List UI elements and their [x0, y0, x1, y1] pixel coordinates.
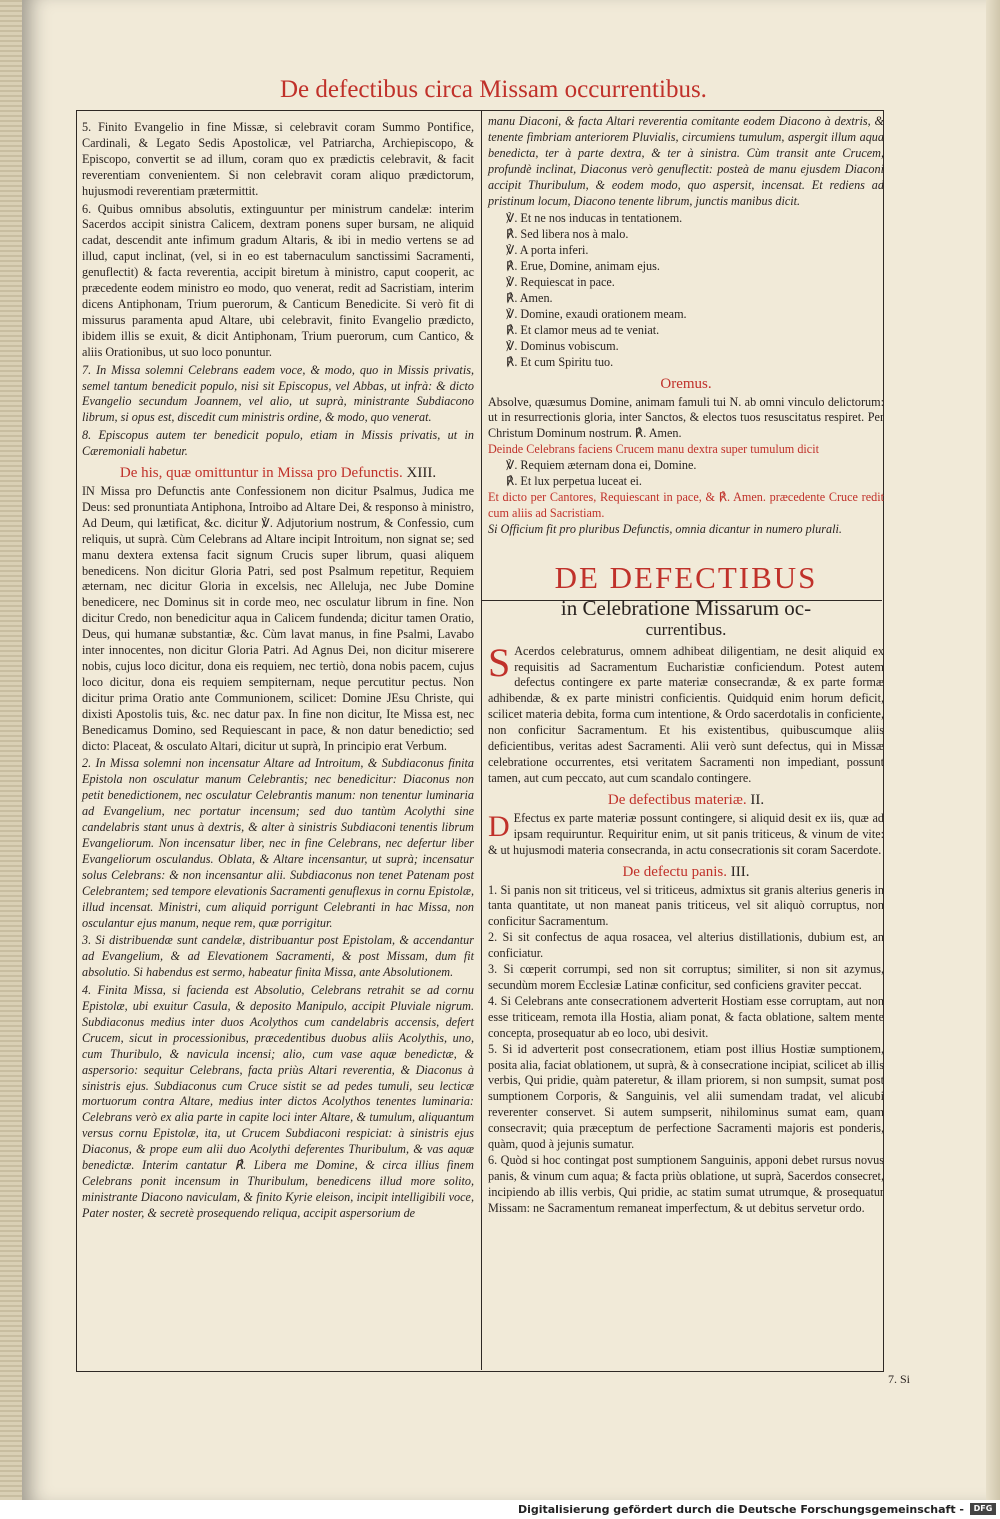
heading-materiae [488, 791, 884, 809]
section-subtitle: in Celebratione Missarum oc- [560, 595, 812, 620]
page-title: De defectibus circa Missam occurrentibus. [280, 76, 707, 103]
paragraph-panis-1: 1. Si panis non sit triticeus, vel si triticeus, admixtus sit granis alterius generis in tanta quantitate, ut non maneat panis triticeus, vel sit aliquò corruptus, non conficitur Sacramentum. [488, 882, 884, 929]
paragraph-q4: 4. Finita Missa, si facienda est Absolutio, Celebrans retrahit se ad cornu Epistolæ, ubi exuitur Casula, & deposito Manipulo, accipit Pluviale nigrum. Subdiaconus medius inter duos Acolythos cum candelabris accensis, defert Crucem, sicut in processionibus, præcedentibus duobus aliis Acolythis, uno, cum Thuribulo, & navicula incensi; alio, cum vase aquæ benedictæ, & aspersorio: sequitur Celebrans, facta priùs Altari reverentia, & Diaconus à sinistris ejus. Subdiaconus cum Cruce sistit se ad pedes tumuli, seu lecticæ mortuorum contra Altare, medius inter dictos Acolythos tenentes luminaria: Celebrans verò ex alia parte in capite loci inter Altare, & tumulum, aliquantum versus cornu Epistolæ, ita, ut Crucem Subdiaconi respiciat: à sinistris ejus Diaconus, & prope eum alii duo Acolythi deferentes Thuribulum, & vas aquæ benedictæ. Interim cantatur ℟. Libera me Domine, & circa illius finem Celebrans ponit incensum in Thuribulum, benedicens illud more solito, ministrante Diacono naviculam, & finito Kyrie eleison, incipit intelligibili voce, Pater noster, & secretè prosequendo reliqua, accipit aspersorium de [82, 983, 474, 1220]
paragraph-6: 6. Quibus omnibus absolutis, extinguuntur per ministrum candelæ: interim Sacerdos accipit sinistra Calicem, dextram ponens super bursam, ne aliquid cadat, descendit ante infimum gradum Altaris, & ibi in medio vertens se ad illud, caput inclinat, (vel, si in eo est tabernaculum sanctissimi Sacramenti, genuflectit) & facta reverentia, accipit biretum à ministro, caput cooperit, ac præcedente eodem ministro eo modo, quo venerat, redit ad Sacristiam, interim dicens Antiphonam, Trium puerorum, & Canticum Benedicite. Si verò fit di missurus paramenta apud Altare, ubi celebravit, finito Evangelio prædicto, ibidem illis se exuit, & dicit Antiphonam, Trium puerorum, cum Cantico, & aliis Orationibus, ut suo loco ponuntur. [82, 201, 474, 359]
catchword: 7. Si [887, 1372, 910, 1386]
heading-text: De defectibus materiæ. [607, 791, 747, 808]
verses-list-2 [506, 458, 884, 490]
verse: ℣. Domine, exaudi orationem meam. [506, 306, 687, 321]
paragraph-intro [488, 639, 884, 787]
paragraph-7: 7. In Missa solemni Celebrans eadem voce, & modo, quo in Missis privatis, semel tantum benedicit populo, nisi sit Episcopus, vel Abbas, ut infrà: & dicto Evangelio secundum Joannem, vel alio, ut suprà, ministrante Subdiacono librum, si opus est, discedit cum ministris ordine, & modo, quo venerat. [82, 362, 474, 425]
heading-number: III. [730, 863, 750, 880]
drop-cap-s: S [488, 639, 511, 685]
verse: ℣. Dominus vobiscum. [506, 338, 619, 353]
heading-number: XIII. [406, 465, 437, 482]
paragraph-8: 8. Episcopus autem ter benedicit populo, etiam in Missis privatis, ut in Cæremoniali habetur. [82, 428, 474, 459]
heading-text: De his, quæ omittuntur in Missa pro Defunctis. [119, 465, 403, 482]
prayer-absolve: Absolve, quæsumus Domine, animam famuli tui N. ab omni vinculo delictorum: ut in resurrectionis gloria, inter Sanctos, & electos tuos resuscitatus respiret. Per Christum Dominum nostrum. ℟. Amen. [488, 394, 884, 441]
paragraph-panis-6: 6. Quòd si hoc contingat post sumptionem Sanguinis, apponi debet rursus novus panis, & vinum cum aqua; & facta priùs oblatione, ut suprà, Sacerdos consecret, incipiendo ab illis verbis, Qui pridie, ac statim sumat utrumque, & prosequatur Missam: ne Sacramentum remaneat imperfectum, & ut debitus servetur ordo. [488, 1152, 884, 1215]
paragraph-q1: IN Missa pro Defunctis ante Confessionem non dicitur Psalmus, Judica me Deus: sed pronuntiata Antiphona, Introibo ad Altare Dei, & responso à ministro, Ad Deum, qui lætificat, &c. dicitur ℣. Adjutorium nostrum, & Confessio, cum reliquis, ut suprà. Cùm Celebrans ad Altare incipit Introitum, non signat se; sed manu dextera extensa facit signum Crucis super librum, quasi aliquem benedicens. Non dicitur Gloria Patri, sed post Psalmum repetitur, Requiem æternam, nec dicitur Gloria in excelsis, nec Alleluja, nec Jube Domine benedicere, nec Dominus sit in corde meo, nec osculatur librum in fine. Non dicitur Credo, non benedicitur aqua in Calicem fundenda; dicitur tamen Oratio, Deus, qui humanæ substantiæ, &c. Cùm lavat manus, in fine Psalmi, Lavabo inter innocentes, non dicitur Gloria Patri. Ad Agnus Dei, non dicitur miserere nobis, cujus loco dicitur, dona eis requiem, nec tertiò, dona nobis pacem, cujus loco dicitur, dona eis requiem sempiternam, neque percutitur pectus. Non dicitur prima Oratio ante Communionem, scilicet: Domine JEsu Christe, qui dixisti Apostolis tuis, &c. nec datur pax. In fine non dicitur, Ite Missa est, nec Benedicamus Domino, sed Requiescant in pace, & non datur benedictio; sed dicto: Placeat, & osculato Altari, dicitur ut suprà, In principio erat Verbum. [82, 484, 474, 753]
left-page-edge [0, 0, 22, 1500]
verse: ℟. Sed libera nos à malo. [506, 227, 629, 242]
verse: ℣. Requiescat in pace. [506, 275, 615, 290]
oremus-heading: Oremus. [660, 375, 712, 392]
rubric-plural: Si Officium fit pro pluribus Defunctis, omnia dicantur in numero plurali. [488, 521, 842, 536]
paragraph-5: 5. Finito Evangelio in fine Missæ, si celebravit coram Summo Pontifice, Cardinali, & Legato Sedis Apostolicæ, vel Patriarcha, Archiepiscopo, & Episcopo, convertit se ad illum, coram quo ex prædictis celebravit, & facit reverentiam convenientem. Si non celebravit coram aliquo prædictorum, hujusmodi reverentiam prætermittit. [82, 120, 474, 198]
section-subtitle-2: currentibus. [645, 619, 727, 639]
verse: ℣. A porta inferi. [506, 243, 589, 258]
footer-bar [0, 1500, 1000, 1519]
heading-text: De defectu panis. [622, 863, 728, 880]
paragraph-q2: 2. In Missa solemni non incensatur Altare ad Introitum, & Subdiaconus finita Epistola non osculatur manum Celebrantis; nec benedicitur: Diaconus non petit benedictionem, nec osculatur Celebrantis manum: non tenentur luminaria ad Evangelium, nec portatur incensum; sed duo tantùm Acolythi sine candelabris stant unus à dextris, & alter à sinistris Subdiaconi tenentis librum Evangeliorum. Non incensatur liber, nec in fine Celebrans, nec defertur liber Evangeliorum osculandus. Oblata, & Altare incensantur, ut suprà; incensatur solus Celebrans: & non incensantur alii. Subdiaconus non tenet Patenam post Celebrantem; sed tempore elevationis Sacramenti genuflexus in cornu Epistolæ, illud incensat. Ministri, cum aliquid porrigunt Celebranti in hac Missa, non osculantur ejus manum, neque rem, quæ porrigitur. [82, 756, 474, 930]
verse: ℟. Et lux perpetua luceat ei. [506, 474, 642, 489]
verse: ℟. Et cum Spiritu tuo. [506, 354, 614, 369]
page-edge [986, 0, 1000, 1500]
paragraph-panis-3: 3. Si cœperit corrumpi, sed non sit corruptus; similiter, si non sit azymus, secundùm morem Ecclesiæ Latinæ conficitur, sed conficiens graviter peccat. [488, 962, 884, 992]
materiae-text: Efectus ex parte materiæ possunt contingere, si aliquid desit ex iis, quæ ad ipsam requiruntur. Requiritur enim, ut sit panis triticeus, & vinum de vite: & ut hujusmodi materia consecranda, in actu consecrationis sit coram Sacerdote. [488, 810, 884, 857]
verse: ℣. Requiem æternam dona ei, Domine. [506, 458, 697, 473]
section-big-title: DE DEFECTIBUS [554, 559, 818, 595]
heading-number: II. [750, 791, 765, 808]
dfg-logo: DFG [970, 1503, 996, 1515]
intro-text: Acerdos celebraturus, omnem adhibeat diligentiam, ne desit aliquid ex requisitis ad Sacramentum Eucharistiæ conficiendum. Potest autem defectus contingere ex parte materiæ consecrandæ, & ex parte formæ adhibendæ, & ex parte ministri conficientis. Quidquid enim horum deficit, scilicet materia debita, forma cum intentione, & Ordo sacerdotalis in conficiente, non conficitur Sacramentum. Et his existentibus, quibuscumque aliis deficientibus, veritas adest Sacramenti. Alii verò sunt defectus, qui in Missæ celebratione occurrentes, etsi veritatem Sacramenti non impediant, possunt tamen, aut cum peccato, aut cum scandalo contingere. [488, 643, 884, 785]
column-divider [481, 110, 482, 1370]
left-column [82, 120, 474, 1370]
verse: ℣. Et ne nos inducas in tentationem. [506, 211, 683, 226]
paragraph-top: manu Diaconi, & facta Altari reverentia comitante eodem Diacono à dextris, & tenente fimbriam anteriorem Pluvialis, circumiens tumulum, aspergit illum aqua benedicta, ter à parte dextra, & ter à sinistra. Cùm transit ante Crucem, profundè inclinat, Diaconus verò genuflectit: posteà de manu ejusdem Diaconi accipit Thuribulum, & eodem modo, quo aspersit, incensat. Et rediens ad pristinum locum, Diacono tenente librum, junctis manibus dicit. [488, 114, 884, 208]
paragraph-panis-2: 2. Si sit confectus de aqua rosacea, vel alterius distillationis, dubium est, an conficiatur. [488, 930, 884, 961]
right-column [488, 114, 884, 1374]
paragraph-panis-4: 4. Si Celebrans ante consecrationem adverterit Hostiam esse corruptam, aut non esse triticeam, remota illa Hostia, aliam ponat, & facta oblatione, saltem mente concepta, prosequatur ab eo loco, ubi desivit. [488, 993, 884, 1040]
verse: ℟. Et clamor meus ad te veniat. [506, 322, 660, 337]
section-heading-defunctis [82, 464, 474, 482]
paragraph-panis-5: 5. Si id adverterit post consecrationem, etiam post illius Hostiæ sumptionem, posita alia, faciat oblationem, ut suprà, & à consecratione incipiat, scilicet ab illis verbis, Qui pridie, quàm pateretur, & illam priorem, si non sumpsit, sumat post sumptionem Corporis, & Sanguinis, vel alii sumendam tradat, vel alicubi reverenter conservet. Si autem sumpserit, nihilominus sumat eam, quam consecravit; quia præceptum de perfectione Sacramenti majoris est ponderis, quàm, quod à jejunis sumatur. [488, 1041, 884, 1152]
drop-cap-d: D [488, 809, 510, 843]
paragraph-q3: 3. Si distribuendæ sunt candelæ, distribuantur post Epistolam, & accendantur ad Evangelium, & ad Elevationem Sacramenti, & post Missam, dum fit absolutio. Si habendus est sermo, habeatur finita Missa, ante Absolutionem. [82, 933, 474, 980]
heading-panis [488, 863, 884, 881]
rubric-dicto: Et dicto per Cantores, Requiescant in pace, & ℟. Amen. præcedente Cruce redit cum aliis ad Sacristiam. [488, 489, 884, 520]
paragraph-materiae [488, 811, 884, 859]
verses-list [506, 211, 884, 370]
rubric-deinde: Deinde Celebrans faciens Crucem manu dextra super tumulum dicit [488, 442, 819, 457]
verse: ℟. Amen. [506, 290, 553, 305]
footer-text: Digitalisierung gefördert durch die Deutsche Forschungsgemeinschaft - [517, 1503, 964, 1516]
verse: ℟. Erue, Domine, animam ejus. [506, 259, 660, 274]
